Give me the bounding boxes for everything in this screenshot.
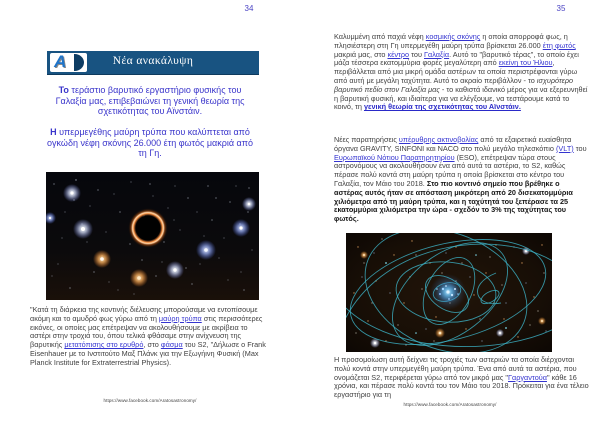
text-segment: " κάθε 16 χρόνια, και πέρασε πολύ κοντά του τον Μάιο του 2018. Πρόκειται για ένα τέλειο εργαστήριο για τη xyxy=(334,372,589,400)
text-segment: . Αυτό το "βαρυτικό τέρας", το οποίο έχει μάζα τέσσερα εκατομμύρια φορές μεγαλύτερη από xyxy=(334,49,579,68)
text-link[interactable]: (VLT) xyxy=(556,143,574,153)
text-segment: του xyxy=(573,143,587,153)
intro-paragraph-1 xyxy=(42,85,258,117)
text-segment: Καλυμμένη από παχιά νέφη xyxy=(334,32,426,41)
logo-letter: A xyxy=(54,52,67,71)
text-segment: "Κατά τη διάρκεια της κοντινής διέλευσης μπορούσαμε να εντοπίσουμε ακόμη και το αμυδρό φως γύρω από τη xyxy=(30,305,258,323)
intro-paragraph-2 xyxy=(42,127,258,159)
stellar-orbits-image xyxy=(346,233,552,352)
section-title: Νέα ανακάλυψη xyxy=(112,55,194,67)
text-link[interactable]: Ευρωπαϊκού Νότιου Παρατηρητηρίου xyxy=(334,152,455,162)
text-link[interactable]: Γαργαντούα xyxy=(508,372,547,382)
text-segment: στις περισσότερες εικόνες, οι οποίες μας επέτρεψαν να ακολουθήσουμε με ακρίβεια το αστέρι στην τροχιά του, όπου τελικά φθάσαμε στην ανίχνευση της βαρυτικής xyxy=(30,313,263,350)
text-segment: - το καθιστά ιδανικό μέρος για να εξερευνηθεί η βαρυτική φυσική, και ιδιαίτερα για να ελέγξουμε, να τεστάρουμε κατά το κοινό, τη xyxy=(334,84,588,112)
text-segment: τεράστιο βαρυτικό εργαστήριο φυσικής του Γαλαξία μας, επιβεβαιώνει τη γενική θεωρία της σχετικότητας του Αϊνστάιν. xyxy=(55,85,245,116)
right-figure-caption xyxy=(334,356,589,400)
text-link[interactable]: υπέρυθρης ακτινοβολίας xyxy=(398,135,479,144)
footer-url-right: https://www.facebook.com/Aratosastronomy/ xyxy=(403,402,497,408)
page-number-left: 34 xyxy=(244,4,254,13)
text-segment: Η προσομοίωση αυτή δείχνει τις τροχιές των αστεριών τα οποία διέρχονται πολύ κοντά στην υπερμεγέθη μαύρη τρύπα. Ένα από αυτά τα αστέρια, που ονομάζεται S2, περιφέρεται γύρω από τον μικρό μας " xyxy=(334,355,577,382)
text-segment: , στο xyxy=(143,340,161,350)
text-segment: , περιβάλλεται από μια μικρή ομάδα αστέρων τα οποία περιστρέφονται γύρω από αυτή με μεγάλη ταχύτητα. Αυτό το ακραίο περιβάλλον - το xyxy=(334,58,578,85)
text-link[interactable]: εκείνη του Ήλιου xyxy=(498,58,553,68)
text-segment: του xyxy=(409,49,424,59)
text-link[interactable]: μαύρη τρύπα xyxy=(158,313,202,323)
body-paragraph-1 xyxy=(334,33,589,112)
text-segment: από τα εξαιρετικά ευαίσθητα όργανα GRAVITY, SINFONI και NACO στο πολύ μεγάλο τηλεσκόπιο xyxy=(334,135,572,153)
text-link[interactable]: γενική θεωρία της σχετικότητας του Αϊνστάιν. xyxy=(363,102,521,112)
text-link[interactable]: Γαλαξία xyxy=(424,49,450,59)
black-hole-image xyxy=(46,172,259,300)
text-segment: (ESO), επέτρεψαν τώρα στους αστρονόμους να ακολουθήσουν ένα από αυτά τα αστέρια, το S2, καθώς πέρασε πολύ κοντά στη μαύρη τρύπα η οποία βρίσκεται στο κέντρο του Γαλαξία, τον Μάιο του 2018. xyxy=(334,152,566,188)
text-link[interactable]: κέντρο xyxy=(387,49,410,59)
text-link[interactable]: κοσμικής σκόνης xyxy=(425,32,481,41)
text-segment: του S2, "Δήλωσε ο Frank Eisenhauer με το Ινστιτούτο Μαξ Πλάνκ για την Εξωγήινη Φυσική (Max Planck Institute for Extraterrestrial Physics). xyxy=(30,340,266,367)
left-figure-caption xyxy=(30,306,268,368)
text-segment: Νέες παρατηρήσεις xyxy=(334,135,399,144)
text-link[interactable]: μετατόπισης στο ερυθρό xyxy=(64,340,144,350)
text-link[interactable]: φάσμα xyxy=(160,340,183,350)
text-segment: υπερμεγέθης μαύρη τρύπα που καλύπτεται από ογκώδη νέφη σκόνης 26.000 έτη φωτός μακριά από τη Γη. xyxy=(47,127,253,158)
text-segment: μακριά μας, στο xyxy=(334,49,388,59)
text-segment: Η xyxy=(50,127,60,137)
section-header-banner xyxy=(47,51,259,75)
page-number-right: 35 xyxy=(556,4,566,13)
text-segment: Το xyxy=(58,85,72,95)
body-paragraph-2 xyxy=(334,136,589,224)
text-segment: η οποία απορροφά φως, η πλησιέστερη στη Γη υπερμεγέθη μαύρη τρύπα βρίσκεται 26.000 xyxy=(334,32,568,50)
text-link[interactable]: έτη φωτός xyxy=(542,40,576,50)
text-segment: ισχυρότερο βαρυτικό πεδίο στον Γαλαξία μας xyxy=(334,75,574,94)
text-segment: Στο πιο κοντινό σημείο που βρέθηκε ο αστέρας αυτός ήταν σε απόσταση μικρότερη από 20 δισεκατομμύρια χιλιόμετρα από τη μαύρη τρύπα, και η ταχύτητά του ξεπέρασε τα 25 εκατομμύρια χιλιόμετρα την ώρα - σχεδόν το 3% της ταχύτητας του φωτός. xyxy=(334,178,573,224)
footer-url-left: https://www.facebook.com/Aratosastronomy/ xyxy=(103,398,197,404)
